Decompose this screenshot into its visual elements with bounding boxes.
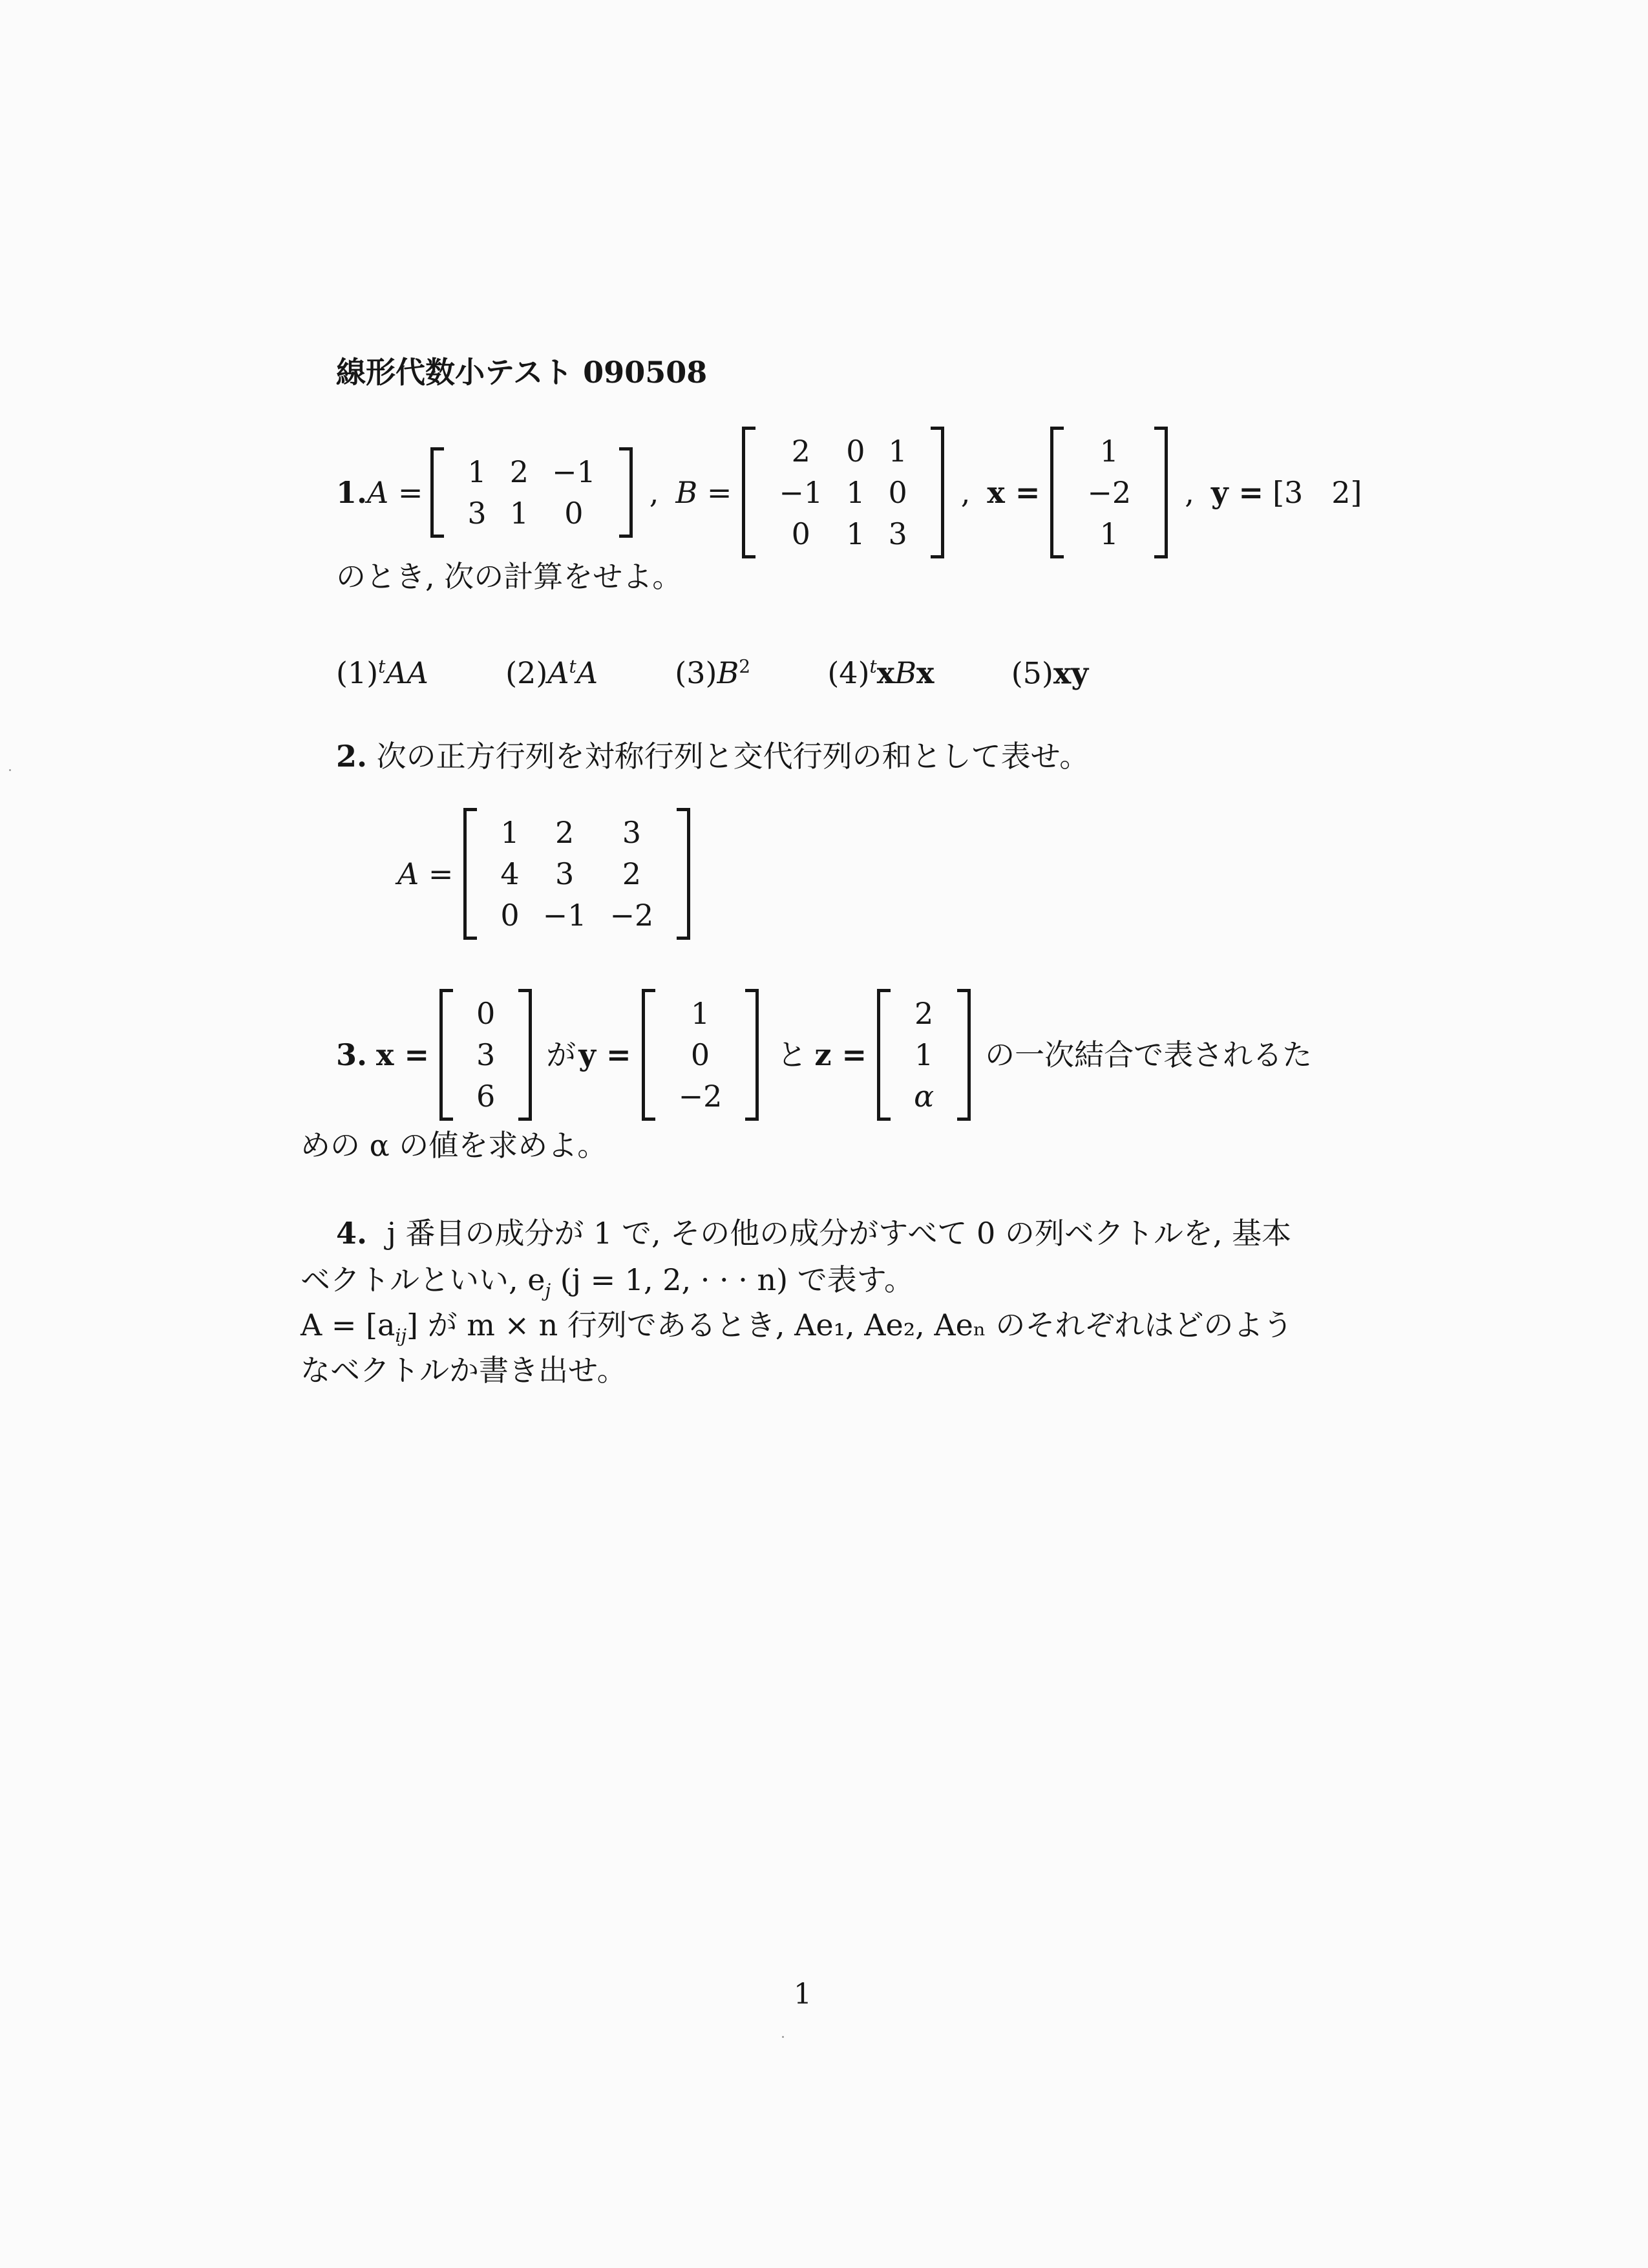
q1-matrix-B-cell: 0 xyxy=(791,516,810,551)
q2-text: 次の正方行列を対称行列と交代行列の和として表せ。 xyxy=(376,739,1090,774)
q2-matrix-A-cell: 2 xyxy=(622,856,642,891)
q1-item-2: $(2)A^tA$ xyxy=(505,655,598,691)
q3-vector-z-cell: 2 xyxy=(914,996,934,1031)
q3-vector-y-cell: 0 xyxy=(690,1037,710,1072)
q1-matrix-B-cell: 1 xyxy=(888,434,907,469)
q1-matrix-B xyxy=(742,427,944,558)
q2-matrix-A xyxy=(463,808,690,940)
q1-item-4: $(4)^txBx$ xyxy=(827,655,935,691)
q1-matrix-A xyxy=(430,447,632,538)
q1-instruction: のとき, 次の計算をせよ。 xyxy=(336,559,682,594)
q2-matrix-A-cell: 3 xyxy=(555,856,575,891)
q2-text-line xyxy=(336,737,1089,776)
q3-vector-x-cell: 6 xyxy=(476,1079,496,1114)
q3-tail: の一次結合で表されるた xyxy=(985,1037,1313,1072)
q1-matrix-A-cell: −1 xyxy=(551,454,596,489)
q1-matrix-A-cell: 3 xyxy=(467,496,487,531)
q3-vector-z xyxy=(877,989,971,1121)
q4-line3: $A = [a_{ij}]$ が m × n 行列であるとき, Ae₁, Ae₂, Aeₙ のそれぞれはどのよう xyxy=(301,1308,1293,1347)
q1-matrix-B-cell: 0 xyxy=(846,434,865,469)
q4-number: 4. xyxy=(336,1216,368,1251)
q3-to: と xyxy=(777,1037,807,1072)
q1-matrix-B-cell: 0 xyxy=(888,475,907,510)
scan-speck xyxy=(9,769,11,771)
q4-line1-wrap xyxy=(336,1214,1291,1253)
q1-number: 1. xyxy=(336,475,368,510)
q1-items xyxy=(336,648,1088,692)
q3-vector-y-cell: 1 xyxy=(690,996,710,1031)
scan-speck xyxy=(782,2036,784,2038)
q3-vector-z-cell: 1 xyxy=(914,1037,934,1072)
q1-matrix-A-cell: 0 xyxy=(564,496,584,531)
q3-row xyxy=(336,989,1312,1121)
q1-matrix-B-cell: 3 xyxy=(888,516,907,551)
q3-vector-x-cell: 3 xyxy=(476,1037,496,1072)
q2-matrix-A-cell: −1 xyxy=(542,898,587,933)
q3-vector-x xyxy=(439,989,532,1121)
q4-line1: j 番目の成分が 1 で, その他の成分がすべて 0 の列ベクトルを, 基本 xyxy=(386,1216,1292,1251)
q2-matrix-A-cell: −2 xyxy=(609,898,654,933)
q1-x-label: x = xyxy=(987,475,1041,510)
page-number: 1 xyxy=(794,1978,812,2011)
q1-vector-x-cell: −2 xyxy=(1087,475,1132,510)
q3-vector-y-cell: −2 xyxy=(678,1079,723,1114)
q3-y-label: y = xyxy=(578,1037,631,1072)
q2-matrix-A-cell: 2 xyxy=(555,815,575,850)
q3-vector-y xyxy=(642,989,759,1121)
q3-vector-x-cell: 0 xyxy=(476,996,496,1031)
q1-A-label: A = xyxy=(367,475,423,510)
q2-A-label: A = xyxy=(397,856,454,891)
q3-vector-z-cell: α xyxy=(914,1079,935,1114)
q1-matrix-A-cell: 1 xyxy=(509,496,529,531)
q1-matrix-A-cell: 2 xyxy=(509,454,529,489)
q1-matrix-B-cell: 2 xyxy=(791,434,810,469)
q2-matrix-A-cell: 4 xyxy=(500,856,520,891)
q1-vector-x xyxy=(1050,427,1168,558)
q2-matrix-row xyxy=(397,808,690,940)
q3-number: 3. xyxy=(336,1037,368,1072)
q1-matrix-B-cell: −1 xyxy=(779,475,823,510)
q1-item-5: (5)xy xyxy=(1011,655,1089,691)
q3-line2: めの α の値を求めよ。 xyxy=(301,1128,607,1163)
q1-vector-x-cell: 1 xyxy=(1099,516,1119,551)
q1-matrix-B-cell: 1 xyxy=(846,475,865,510)
page-title: 線形代数小テスト 090508 xyxy=(336,355,708,390)
q1-B-label: B = xyxy=(675,475,732,510)
q1-vector-x-cell: 1 xyxy=(1099,434,1119,469)
q1-matrix-A-cell: 1 xyxy=(467,454,487,489)
q4-line4: なベクトルか書き出せ。 xyxy=(301,1353,627,1388)
q3-z-label: z = xyxy=(814,1037,867,1072)
q1-item-3: $(3)B^2$ xyxy=(675,655,751,691)
q2-matrix-A-cell: 3 xyxy=(622,815,642,850)
q3-ga: が xyxy=(546,1037,576,1072)
q2-number: 2. xyxy=(336,739,368,774)
q1-y-label: y = xyxy=(1210,475,1264,510)
q2-matrix-A-cell: 1 xyxy=(500,815,520,850)
q1-matrix-B-cell: 1 xyxy=(846,516,865,551)
q4-line2: ベクトルといい, $e_j$ (j = 1, 2, · · · n) で表す。 xyxy=(301,1262,914,1302)
q1-matrices: 1. A = 1 2 −1 3 1 0 , B = 2 0 1 −1 1 0 0 1 3 , x = 1 −2 1 , y = [3 2] xyxy=(336,427,1362,558)
q1-y-value: [3 2] xyxy=(1273,475,1362,510)
q1-item-1: $(1)^tAA$ xyxy=(336,655,428,691)
q2-matrix-A-cell: 0 xyxy=(500,898,520,933)
q3-x-label: x = xyxy=(376,1037,430,1072)
